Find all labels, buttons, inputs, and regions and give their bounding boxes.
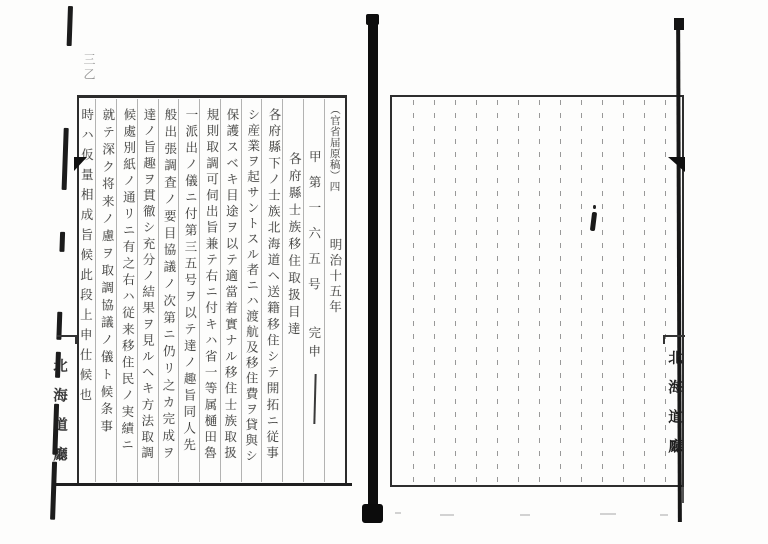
faint-column-line xyxy=(476,100,477,482)
faint-column-line xyxy=(623,100,624,482)
bottom-rule xyxy=(56,483,352,486)
ruled-blank-frame xyxy=(390,95,684,487)
book-spine-bottom-blob xyxy=(362,504,383,523)
manuscript-column xyxy=(241,100,262,481)
page-corner-tab-left xyxy=(74,157,87,171)
manuscript-column xyxy=(158,100,179,481)
dust-speck xyxy=(600,513,616,515)
ink-blot-dot xyxy=(593,205,596,209)
book-spine xyxy=(368,16,378,510)
faint-column-line xyxy=(539,100,540,482)
faint-column-line xyxy=(497,100,498,482)
edge-bracket-mark xyxy=(663,335,685,344)
faint-column-line xyxy=(581,100,582,482)
frame-corner-tick xyxy=(682,487,684,503)
handwritten-text-segment: 一派出ノ儀ニ付第三五号ヲ以テ達ノ趣旨同人先 xyxy=(181,107,198,455)
manuscript-column xyxy=(117,100,138,481)
manuscript-column xyxy=(179,100,200,481)
faint-column-line xyxy=(434,100,435,482)
handwritten-text-segment: 就テ深ク将来ノ慮ヲ取調協議ノ儀ト候条事 xyxy=(98,107,115,437)
handwritten-text-segment: 般出張調査ノ要目協議ノ次第ニ仍リ之カ完成ヲ xyxy=(160,107,178,463)
page-edge-top-cap xyxy=(674,18,684,30)
manuscript-frame xyxy=(77,95,347,485)
faint-column-line xyxy=(413,100,414,482)
handwritten-text-segment: 候處別紙ノ通リニ有之右ハ従来移住民ノ実績ニ xyxy=(119,107,136,455)
handwritten-text-segment: 時ハ仮量相成旨候此段上申仕候也 xyxy=(77,107,94,409)
edge-bracket-mark xyxy=(57,335,77,344)
manuscript-column xyxy=(200,100,221,481)
dust-speck xyxy=(440,514,454,516)
handwritten-text-segment: 規則取調可伺出旨兼テ右ニ付キハ省一等属樋田魯 xyxy=(202,107,219,463)
faint-column-line xyxy=(644,100,645,482)
handwritten-text-segment: シ産業ヲ起サントスル者ニハ渡航及移住費ヲ貸與シ xyxy=(243,107,261,465)
manuscript-column xyxy=(96,100,117,481)
manuscript-column xyxy=(137,100,158,481)
pencil-annotation: 三乙 xyxy=(82,53,96,83)
edge-dash xyxy=(59,232,64,252)
faint-column-line xyxy=(602,100,603,482)
handwritten-text-segment: 完申 xyxy=(307,325,322,364)
dust-speck xyxy=(395,512,401,514)
manuscript-column xyxy=(220,100,241,481)
handwritten-text-segment: （官省届原稿）四 xyxy=(328,103,342,193)
manuscript-column xyxy=(324,100,345,481)
faint-column-line xyxy=(455,100,456,482)
book-spine-top-cap xyxy=(366,14,379,25)
manuscript-column xyxy=(283,100,304,481)
handwritten-text-segment: 各府縣下ノ士族北海道ヘ送籍移住シテ開拓ニ従事 xyxy=(264,107,281,463)
dust-speck xyxy=(520,514,530,516)
handwritten-text-segment: 保護スベキ目途ヲ以テ適當着實ナル移住士族取扱 xyxy=(222,107,240,463)
manuscript-column xyxy=(262,100,283,481)
handwritten-text-segment: 各府縣士族移住取扱目達 xyxy=(285,151,302,340)
edge-dash xyxy=(62,128,69,190)
faint-column-line xyxy=(560,100,561,482)
faint-column-line xyxy=(518,100,519,482)
dust-speck xyxy=(660,514,668,516)
edge-title-left: 北海道廳 xyxy=(51,358,67,476)
edge-title-right: 北海道廳 xyxy=(666,350,682,468)
handwritten-text-segment: 達ノ旨趣ヲ貫徹シ充分ノ結果ヲ見ルヘキ方法取調 xyxy=(139,107,157,463)
page-corner-tab-right xyxy=(668,157,685,172)
handwritten-text-segment: 甲第一六五号 xyxy=(306,149,322,304)
edge-dash xyxy=(67,6,73,46)
handwritten-text-segment: 明治十五年 xyxy=(327,237,343,316)
